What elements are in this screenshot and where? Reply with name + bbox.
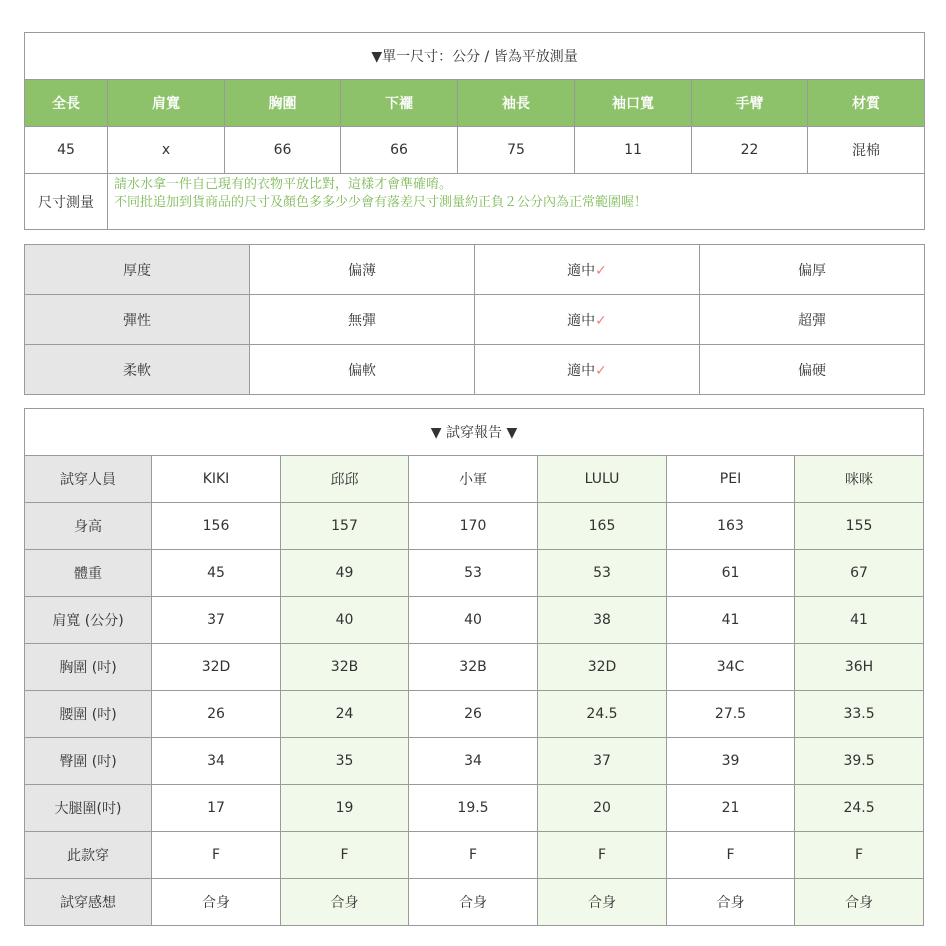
fit-report-body (25, 456, 924, 926)
feel-option-selected: 適中✓ (475, 245, 700, 295)
fit-cell: 49 (281, 550, 409, 597)
size-value-cell: 混棉 (808, 127, 925, 174)
fit-cell: 合身 (667, 879, 795, 926)
size-header-cell: 袖長 (458, 80, 575, 127)
fit-cell: 67 (795, 550, 924, 597)
fit-row-label: 肩寬 (公分) (25, 597, 152, 644)
check-icon: ✓ (595, 312, 607, 329)
fit-report-row (25, 456, 924, 503)
fit-row-label: 此款穿 (25, 832, 152, 879)
fit-cell: F (281, 832, 409, 879)
size-header-cell: 材質 (808, 80, 925, 127)
fit-cell: 24 (281, 691, 409, 738)
fit-cell: 37 (152, 597, 281, 644)
fit-cell: F (152, 832, 281, 879)
fit-report-row (25, 550, 924, 597)
fit-report-row (25, 691, 924, 738)
fit-cell: 39 (667, 738, 795, 785)
fit-cell: 26 (409, 691, 538, 738)
fit-report-row (25, 503, 924, 550)
feel-row (25, 295, 925, 345)
size-header-cell: 胸圍 (225, 80, 341, 127)
size-header-cell: 袖口寬 (575, 80, 692, 127)
fit-cell: 合身 (795, 879, 924, 926)
fit-cell: LULU (538, 456, 667, 503)
fit-cell: 34 (152, 738, 281, 785)
fit-row-label: 體重 (25, 550, 152, 597)
size-header-cell: 手臂 (692, 80, 808, 127)
size-table (24, 32, 925, 230)
fit-cell: 32D (152, 644, 281, 691)
size-value-cell: 66 (225, 127, 341, 174)
fit-cell: 53 (409, 550, 538, 597)
fit-row-label: 身高 (25, 503, 152, 550)
size-header-cell: 肩寬 (108, 80, 225, 127)
feel-label: 彈性 (25, 295, 250, 345)
feel-option: 超彈 (700, 295, 925, 345)
check-icon: ✓ (595, 262, 607, 279)
feel-option-selected: 適中✓ (475, 345, 700, 395)
fit-cell: 163 (667, 503, 795, 550)
fit-report-table (24, 408, 924, 926)
fit-cell: 19 (281, 785, 409, 832)
feel-row (25, 245, 925, 295)
fit-cell: 20 (538, 785, 667, 832)
fit-cell: 17 (152, 785, 281, 832)
size-header-row (25, 80, 925, 127)
size-note-line: 不同批追加到貨商品的尺寸及顏色多多少少會有落差尺寸測量約正負２公分內為正常範圍喔！ (114, 195, 648, 210)
feel-option-selected: 適中✓ (475, 295, 700, 345)
fit-cell: F (795, 832, 924, 879)
fit-report-row (25, 644, 924, 691)
fit-cell: 19.5 (409, 785, 538, 832)
fit-cell: 24.5 (538, 691, 667, 738)
feel-label: 厚度 (25, 245, 250, 295)
size-table-title: ▼單一尺寸：公分 / 皆為平放測量 (25, 33, 925, 80)
size-header-cell: 全長 (25, 80, 108, 127)
fit-report-row (25, 597, 924, 644)
size-note-row (25, 174, 925, 230)
fit-cell: 40 (281, 597, 409, 644)
feel-option: 偏軟 (250, 345, 475, 395)
size-note (108, 174, 925, 230)
fit-cell: 41 (667, 597, 795, 644)
size-value-cell: x (108, 127, 225, 174)
size-value-cell: 22 (692, 127, 808, 174)
fit-row-label: 胸圍 (吋) (25, 644, 152, 691)
fit-cell: F (667, 832, 795, 879)
fit-cell: 合身 (409, 879, 538, 926)
fit-report-title: ▼ 試穿報告 ▼ (25, 409, 924, 456)
fit-cell: 小軍 (409, 456, 538, 503)
size-value-row (25, 127, 925, 174)
fit-cell: 155 (795, 503, 924, 550)
fit-row-label: 試穿人員 (25, 456, 152, 503)
fit-cell: 合身 (281, 879, 409, 926)
fit-cell: 32B (281, 644, 409, 691)
fit-cell: 32B (409, 644, 538, 691)
fit-cell: F (409, 832, 538, 879)
fit-report-row (25, 738, 924, 785)
fit-cell: F (538, 832, 667, 879)
fit-row-label: 大腿圍(吋) (25, 785, 152, 832)
feel-row (25, 345, 925, 395)
size-value-cell: 11 (575, 127, 692, 174)
fit-row-label: 腰圍 (吋) (25, 691, 152, 738)
size-note-label: 尺寸測量 (25, 174, 108, 230)
feel-option: 偏薄 (250, 245, 475, 295)
fit-cell: 合身 (152, 879, 281, 926)
fit-cell: 157 (281, 503, 409, 550)
fit-cell: 165 (538, 503, 667, 550)
feel-option: 偏硬 (700, 345, 925, 395)
fit-cell: KIKI (152, 456, 281, 503)
fit-cell: 36H (795, 644, 924, 691)
fit-cell: 32D (538, 644, 667, 691)
fit-cell: 38 (538, 597, 667, 644)
fit-cell: 咪咪 (795, 456, 924, 503)
fit-cell: 41 (795, 597, 924, 644)
fit-cell: 邱邱 (281, 456, 409, 503)
fit-cell: 21 (667, 785, 795, 832)
fit-cell: 45 (152, 550, 281, 597)
feel-label: 柔軟 (25, 345, 250, 395)
feel-option: 偏厚 (700, 245, 925, 295)
fit-report-row (25, 879, 924, 926)
fit-cell: 40 (409, 597, 538, 644)
fit-cell: 34C (667, 644, 795, 691)
fit-cell: 33.5 (795, 691, 924, 738)
fit-cell: 170 (409, 503, 538, 550)
fit-cell: PEI (667, 456, 795, 503)
fit-cell: 39.5 (795, 738, 924, 785)
fabric-feel-table (24, 244, 925, 395)
fit-cell: 26 (152, 691, 281, 738)
feel-option: 無彈 (250, 295, 475, 345)
size-note-line: 請水水拿一件自己現有的衣物平放比對，這樣才會準確唷。 (114, 177, 453, 192)
size-header-cell: 下襬 (341, 80, 458, 127)
fit-row-label: 試穿感想 (25, 879, 152, 926)
fit-cell: 24.5 (795, 785, 924, 832)
fit-cell: 156 (152, 503, 281, 550)
fit-cell: 61 (667, 550, 795, 597)
fit-cell: 合身 (538, 879, 667, 926)
fit-cell: 35 (281, 738, 409, 785)
check-icon: ✓ (595, 362, 607, 379)
size-value-cell: 45 (25, 127, 108, 174)
fit-cell: 37 (538, 738, 667, 785)
fit-report-row (25, 832, 924, 879)
fit-cell: 53 (538, 550, 667, 597)
fit-report-row (25, 785, 924, 832)
fit-row-label: 臀圍 (吋) (25, 738, 152, 785)
fit-cell: 34 (409, 738, 538, 785)
size-value-cell: 66 (341, 127, 458, 174)
size-value-cell: 75 (458, 127, 575, 174)
fit-cell: 27.5 (667, 691, 795, 738)
